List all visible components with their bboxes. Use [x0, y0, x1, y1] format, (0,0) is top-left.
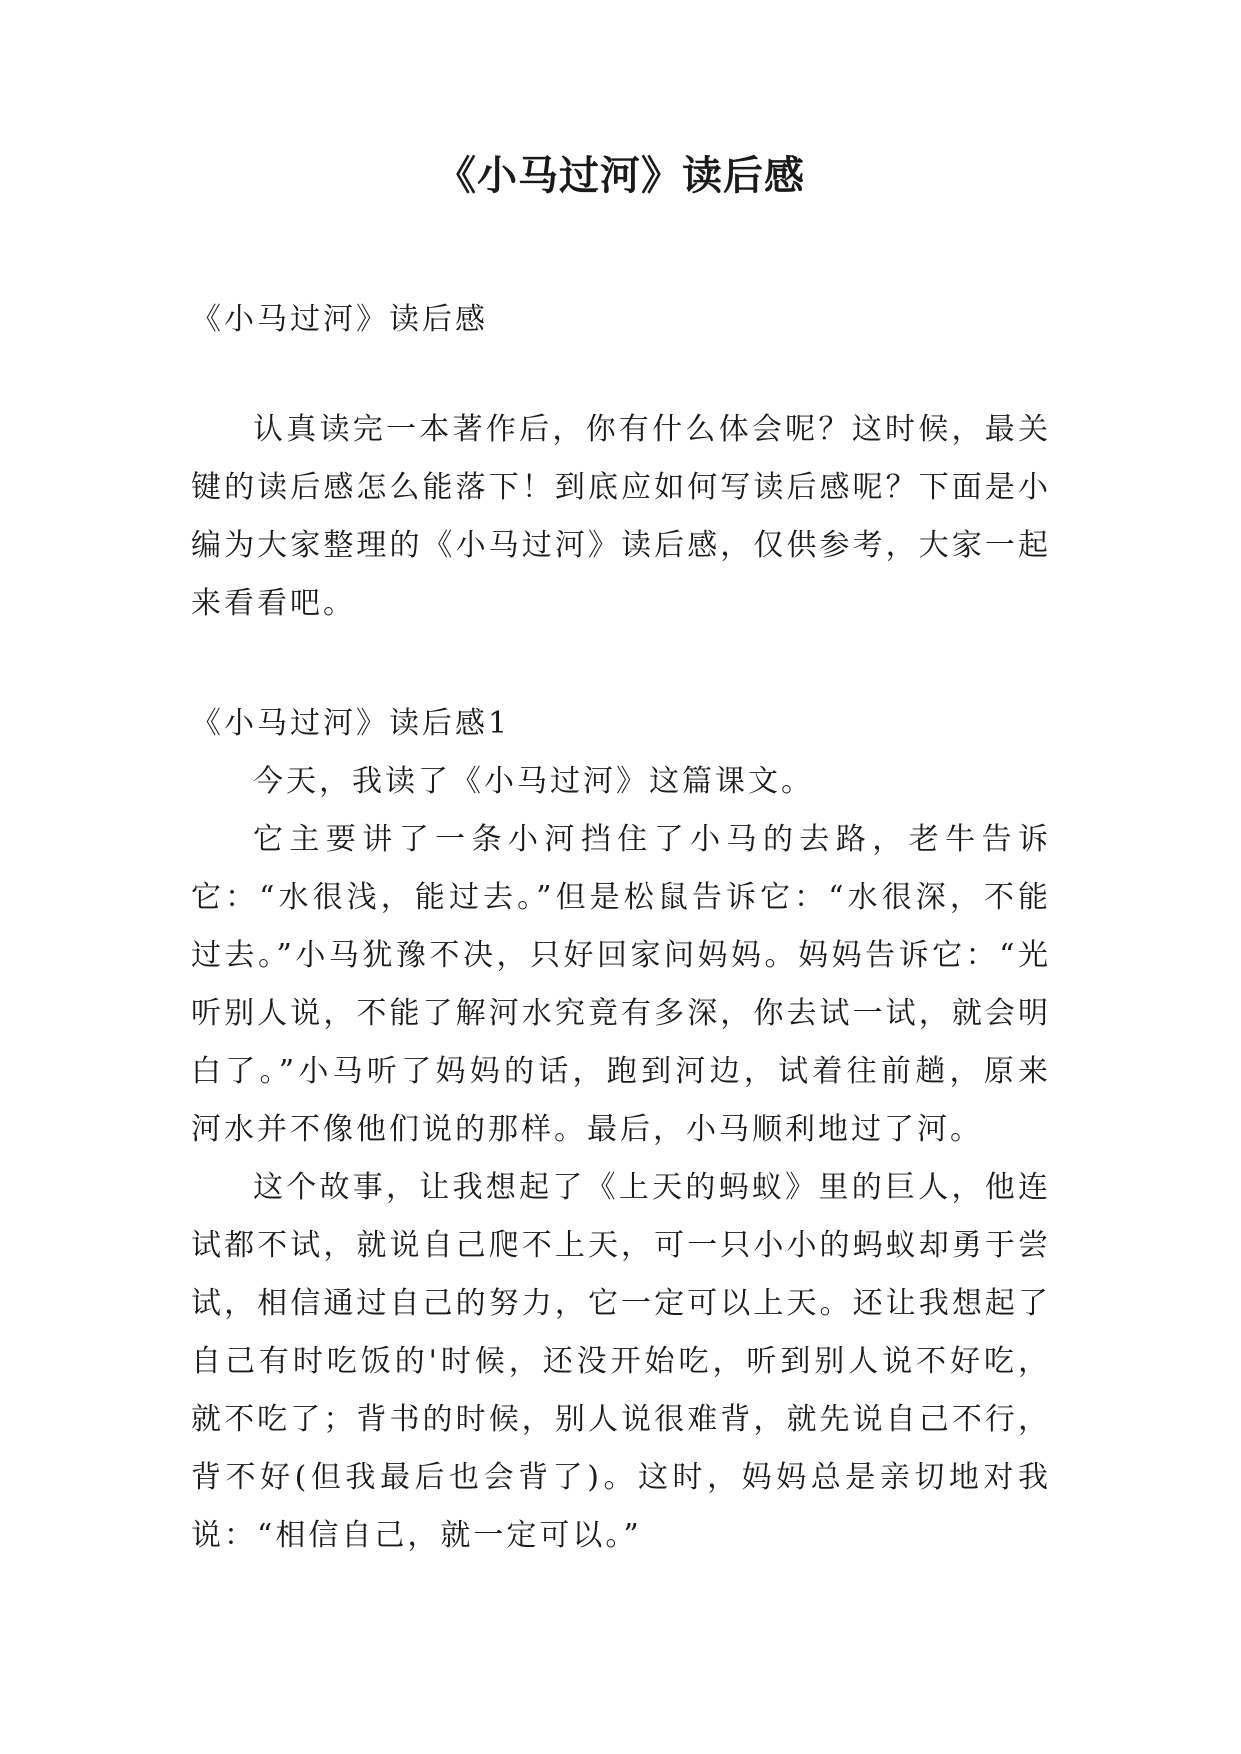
paragraph-1: 今天，我读了《小马过河》这篇课文。 [253, 764, 814, 799]
paragraph-2: 它主要讲了一条小河挡住了小马的去路，老牛告诉它：“水很浅，能过去。”但是松鼠告诉它：“水很深，不能过去。”小马犹豫不决，只好回家问妈妈。妈妈告诉它：“光听别人说，不能了解河水究竟有多深，你去试一试，就会明白了。”小马听了妈妈的话，跑到河边，试着往前趟，原来河水并不像他们说的那样。最后，小马顺利地过了河。 [191, 822, 1051, 1147]
section-heading: 《小马过河》读后感1 [191, 706, 511, 741]
document-subtitle: 《小马过河》读后感 [191, 302, 488, 337]
document-title: 《小马过河》读后感 [436, 152, 805, 199]
paragraph-3: 这个故事，让我想起了《上天的蚂蚁》里的巨人，他连试都不试，就说自己爬不上天，可一只小小的蚂蚁却勇于尝试，相信通过自己的努力，它一定可以上天。还让我想起了自己有时吃饭的'时候，还没开始吃，听到别人说不好吃，就不吃了；背书的时候，别人说很难背，就先说自己不行，背不好(但我最后也会背了)。这时，妈妈总是亲切地对我说：“相信自己，就一定可以。” [191, 1170, 1051, 1553]
intro-paragraph: 认真读完一本著作后，你有什么体会呢？这时候，最关键的读后感怎么能落下！到底应如何写读后感呢？下面是小编为大家整理的《小马过河》读后感，仅供参考，大家一起来看看吧。 [191, 412, 1051, 621]
